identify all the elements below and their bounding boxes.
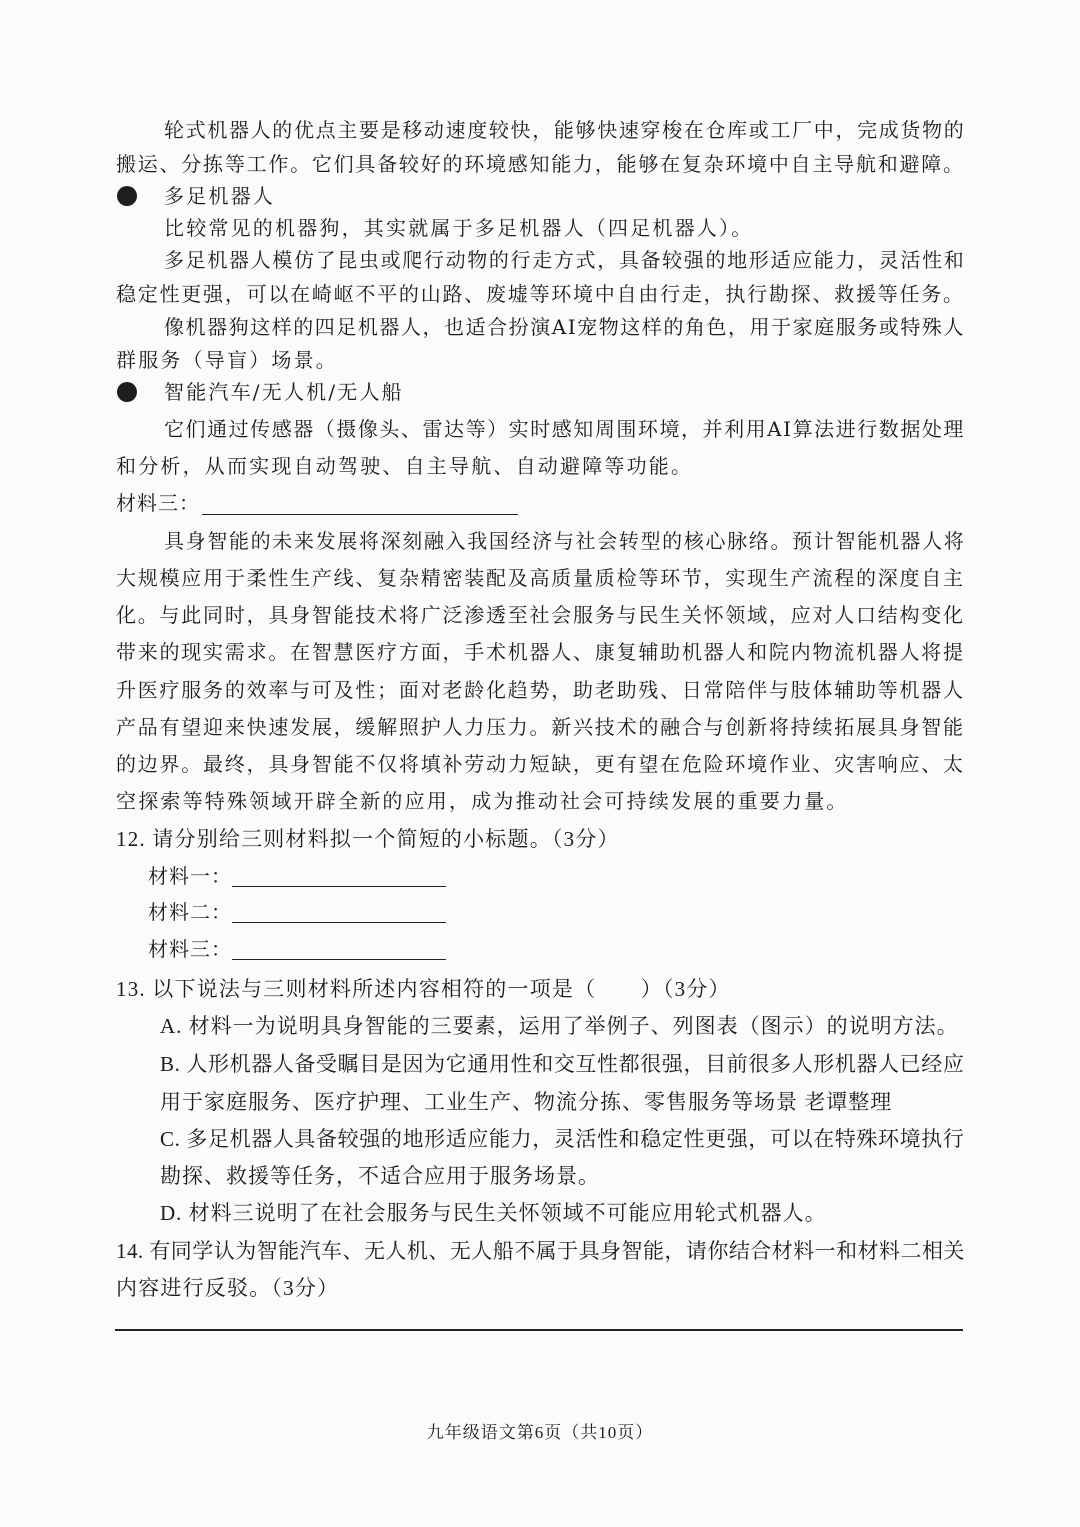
material3-line-4: 带来的现实需求。在智慧医疗方面，手术机器人、康复辅助机器人和院内物流机器人将提 [116, 640, 965, 664]
material3-label: 材料三： [116, 493, 200, 515]
material3-line-8: 空探索等特殊领域开辟全新的应用，成为推动社会可持续发展的重要力量。 [116, 789, 849, 813]
q13-option-c-line-1[interactable]: C. 多足机器人具备较强的地形适应能力，灵活性和稳定性更强，可以在特殊环境执行 [160, 1127, 965, 1151]
q12-answer-blank-2[interactable] [232, 922, 446, 923]
material3-line-6: 产品有望迎来快速发展，缓解照护人力压力。新兴技术的融合与创新将持续拓展具身智能 [116, 715, 965, 739]
legged-paragraph-line-2: 稳定性更强，可以在崎岖不平的山路、废墟等环境中自由行走，执行勘探、救援等任务。 [116, 282, 965, 306]
q12-label-3: 材料三： [148, 939, 232, 961]
q13-option-b-line-1[interactable]: B. 人形机器人备受瞩目是因为它通用性和交互性都很强，目前很多人形机器人已经应 [160, 1052, 965, 1076]
q12-stem: 12. 请分别给三则材料拟一个简短的小标题。（3分） [116, 827, 620, 851]
q13-option-d[interactable]: D. 材料三说明了在社会服务与民生关怀领域不可能应用轮式机器人。 [160, 1201, 827, 1225]
wheeled-paragraph-line-2: 搬运、分拣等工作。它们具备较好的环境感知能力，能够在复杂环境中自主导航和避障。 [116, 152, 965, 176]
q12-answer-blank-3[interactable] [232, 959, 446, 960]
material3-line-5: 升医疗服务的效率与可及性；面对老龄化趋势，助老助残、日常陪伴与肢体辅助等机器人 [116, 678, 965, 702]
material3-line-2: 大规模应用于柔性生产线、复杂精密装配及高质量质检等环节，实现生产流程的深度自主 [116, 566, 965, 590]
material3-line-7: 的边界。最终，具身智能不仅将填补劳动力短缺，更有望在危险环境作业、灾害响应、太 [116, 752, 965, 776]
q12-label-2: 材料二： [148, 902, 232, 924]
q13-option-c-line-2: 勘探、救援等任务，不适合应用于服务场景。 [160, 1164, 600, 1188]
bullet-icon [117, 186, 137, 206]
wheeled-paragraph-line-1: 轮式机器人的优点主要是移动速度较快，能够快速穿梭在仓库或工厂中，完成货物的 [164, 118, 966, 142]
dog-paragraph-line-1: 像机器狗这样的四足机器人，也适合扮演AI宠物这样的角色，用于家庭服务或特殊人 [164, 315, 965, 339]
page-footer: 九年级语文第6页（共10页） [426, 1423, 654, 1442]
q12-answer-blank-1[interactable] [232, 886, 446, 887]
vehicle-paragraph-line-2: 和分析，从而实现自动驾驶、自主导航、自动避障等功能。 [116, 454, 694, 478]
q13-option-b-line-2: 用于家庭服务、医疗护理、工业生产、物流分拣、零售服务等场景 老谭整理 [160, 1090, 893, 1114]
material3-line-1: 具身智能的未来发展将深刻融入我国经济与社会转型的核心脉络。预计智能机器人将 [164, 529, 966, 553]
q13-option-a[interactable]: A. 材料一为说明具身智能的三要素，运用了举例子、列图表（图示）的说明方法。 [160, 1014, 959, 1038]
bullet-icon [117, 382, 137, 402]
vehicle-paragraph-line-1: 它们通过传感器（摄像头、雷达等）实时感知周围环境，并利用AI算法进行数据处理 [164, 417, 965, 441]
material3-line-3: 化。与此同时，具身智能技术将广泛渗透至社会服务与民生关怀领域，应对人口结构变化 [116, 603, 965, 627]
legged-intro: 比较常见的机器狗，其实就属于多足机器人（四足机器人）。 [164, 216, 754, 240]
legged-paragraph-line-1: 多足机器人模仿了昆虫或爬行动物的行走方式，具备较强的地形适应能力，灵活性和 [164, 248, 966, 272]
q14-stem-line-1: 14. 有同学认为智能汽车、无人机、无人船不属于具身智能，请你结合材料一和材料二相关 [116, 1239, 965, 1263]
answer-line[interactable] [115, 1329, 963, 1331]
material3-title-blank[interactable] [202, 514, 518, 515]
q12-label-1: 材料一： [148, 866, 232, 888]
vehicle-heading: 智能汽车/无人机/无人船 [164, 380, 404, 404]
dog-paragraph-line-2: 群服务（导盲）场景。 [116, 348, 338, 372]
q14-stem-line-2: 内容进行反驳。（3分） [116, 1276, 340, 1300]
legged-heading: 多足机器人 [164, 184, 275, 208]
q13-stem: 13. 以下说法与三则材料所述内容相符的一项是（ ）（3分） [116, 977, 731, 1001]
